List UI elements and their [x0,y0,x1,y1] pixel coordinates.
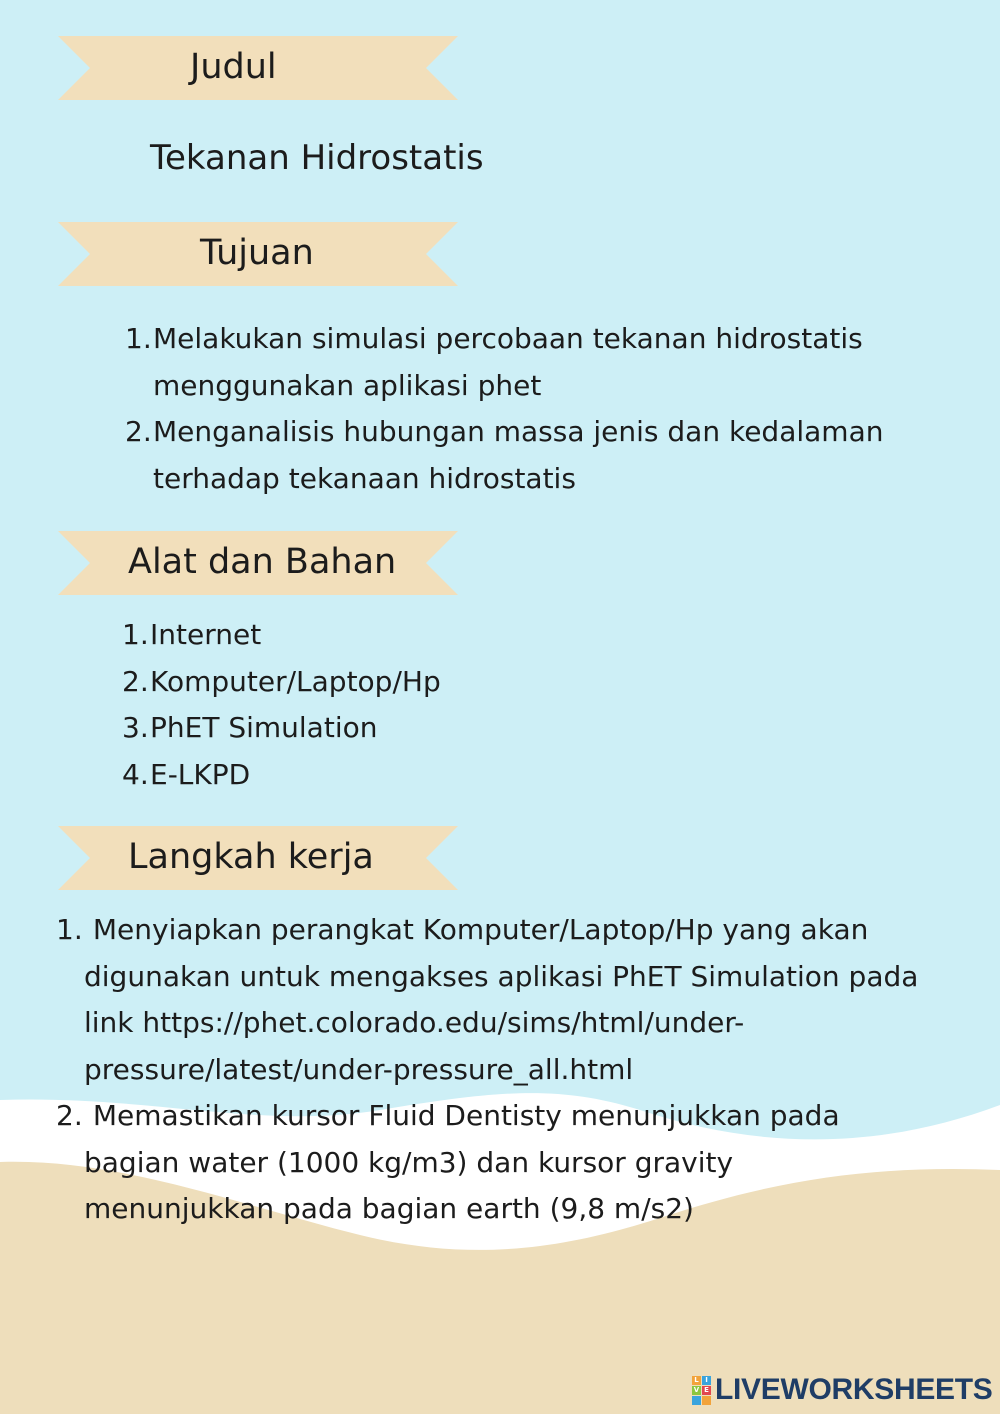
heading-tujuan: Tujuan [200,233,314,273]
item-number: 2. [125,415,152,448]
item-text: Memastikan kursor Fluid Dentisty menunjukkan pada [84,1099,840,1132]
liveworksheets-logo [692,1374,993,1406]
list-item [125,409,913,502]
list-item [122,752,650,799]
list-item [125,316,913,409]
title-value: Tekanan Hidrostatis [150,138,484,178]
list-item [122,659,650,706]
alat-list [122,612,650,798]
item-text: Komputer/Laptop/Hp [150,664,441,698]
item-text: PhET Simulation [150,711,378,744]
live-logo-icon [692,1376,711,1405]
item-number: 4. [122,757,149,791]
item-text: Internet [150,618,262,651]
item-text: menunjukkan pada bagian earth (9,8 m/s2) [84,1192,694,1225]
item-text: link https://phet.colorado.edu/sims/html/under- [84,1006,745,1039]
item-text: E-LKPD [150,757,251,791]
item-text: digunakan untuk mengakses aplikasi PhET Simulation pada [84,959,919,993]
item-number: 1. [122,618,149,651]
item-number: 2. [122,664,149,698]
item-text: bagian water (1000 kg/m3) dan kursor gravity [84,1145,734,1179]
heading-langkah: Langkah kerja [128,837,374,877]
list-item [122,705,650,752]
item-text: menggunakan aplikasi phet [153,368,542,402]
tujuan-list [125,316,913,502]
logo-letter: E [702,1386,711,1395]
item-number: 3. [122,711,149,744]
item-text: Melakukan simulasi percobaan tekanan hidrostatis [153,322,863,355]
item-text: Menganalisis hubungan massa jenis dan kedalaman [153,415,884,448]
list-item [56,1093,964,1233]
logo-letter: L [692,1376,701,1385]
item-number: 1. [56,913,83,946]
list-item [122,612,650,659]
heading-judul: Judul [190,47,277,87]
list-item [56,907,964,1093]
heading-alat: Alat dan Bahan [128,542,397,582]
item-number: 2. [56,1099,83,1132]
item-text: pressure/latest/under-pressure_all.html [84,1052,634,1086]
item-number: 1. [125,322,152,355]
logo-letter: V [693,1385,700,1394]
logo-letter: I [702,1376,711,1385]
item-text: Menyiapkan perangkat Komputer/Laptop/Hp yang akan [84,913,869,946]
logo-letter [692,1396,701,1405]
langkah-list [56,907,964,1233]
item-text: terhadap tekanaan hidrostatis [153,461,576,495]
brand-name: LIVEWORKSHEETS [715,1373,993,1406]
logo-letter [702,1396,711,1405]
